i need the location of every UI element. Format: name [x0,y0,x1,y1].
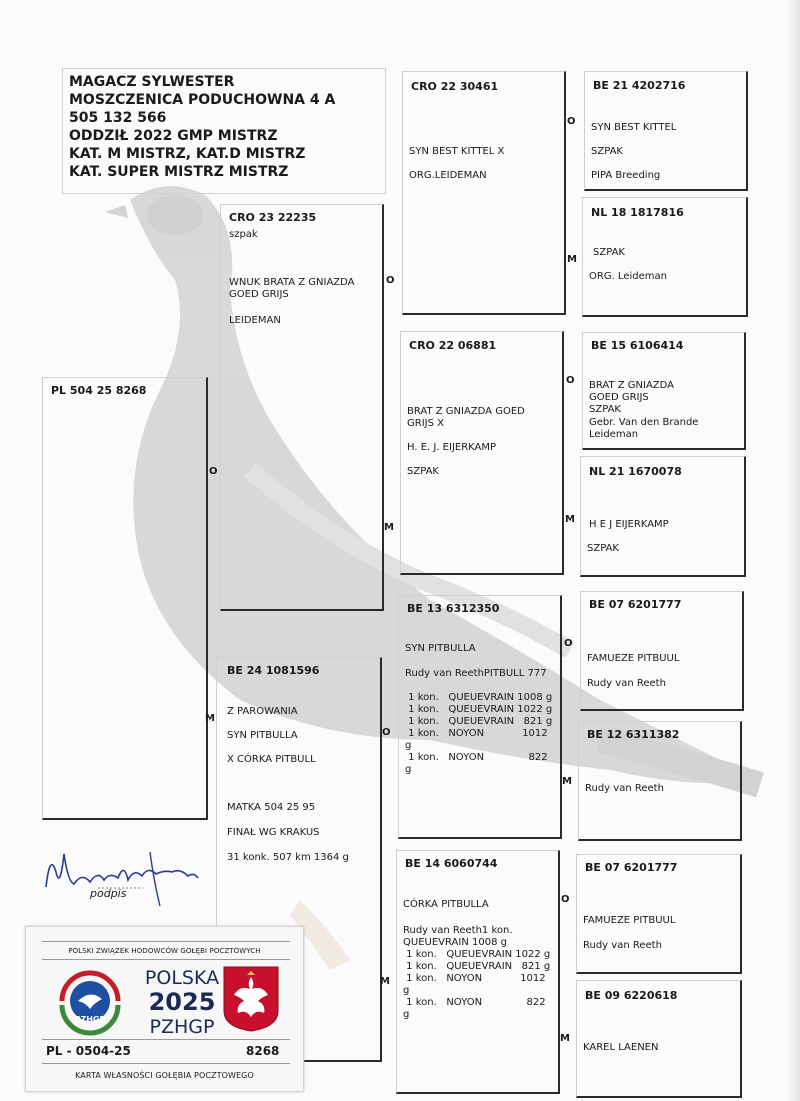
dd-results: Rudy van Reeth1 kon. QUEUEVRAIN 1008 g 1 kon. QUEUEVRAIN 1022 g 1 kon. QUEUEVRAIN 821 g 1 kon. NOYON 1012 g 1 kon. NOYON 822 g [403,925,551,1020]
ds-box [398,595,562,839]
owner-title-3: KAT. SUPER MISTRZ MISTRZ [69,164,289,180]
dam-result: 31 konk. 507 km 1364 g [227,852,349,863]
dam-final: FINAŁ WG KRAKUS [227,827,320,838]
ds-desc-1: SYN PITBULLA [405,643,476,654]
ss-box [402,71,566,315]
sd-desc-2: GRIJS X [407,418,444,429]
sds-breeder-2: Leideman [589,429,639,440]
card-org: PZHGP [149,1016,215,1038]
sds-desc-1: BRAT Z GNIAZDA [589,380,675,391]
sire-ring: CRO 23 22235 [229,211,317,224]
sd-desc-1: BRAT Z GNIAZDA GOED [407,406,525,417]
subject-ring: PL 504 25 8268 [51,384,147,397]
sss-ring: BE 21 4202716 [593,79,686,92]
card-country: POLSKA [144,967,220,989]
ddd-ring: BE 09 6220618 [585,989,678,1002]
polish-eagle-emblem-icon [222,965,280,1033]
label-dds-o: O [561,894,570,905]
dam-matka: MATKA 504 25 95 [227,802,316,813]
dam-desc-1: Z PAROWANIA [227,706,298,717]
pzhgp-logo-text: PZHGP [74,1015,106,1024]
owner-name: MAGACZ SYLWESTER [69,74,235,90]
dss-breeder: Rudy van Reeth [587,678,666,689]
ds-breeder: Rudy van ReethPITBULL 777 [405,668,547,679]
ds-results: 1 kon. QUEUEVRAIN 1008 g 1 kon. QUEUEVRAIN 1022 g 1 kon. QUEUEVRAIN 821 g 1 kon. NOYON 1012 g 1 kon. NOYON 822 g [405,692,553,775]
label-dss-o: O [564,638,573,649]
label-ssd-m: M [567,254,577,265]
sss-box [584,71,748,191]
sire-desc-1: WNUK BRATA Z GNIAZDA [229,277,355,288]
sire-color: szpak [229,229,258,240]
owner-signature [38,842,208,912]
sss-breeder: PIPA Breeding [591,170,661,181]
ds-ring: BE 13 6312350 [407,602,500,615]
sdd-color: SZPAK [587,543,619,554]
sd-color: SZPAK [407,466,439,477]
label-dam-m: M [205,713,215,724]
card-header-rule [42,959,290,960]
dd-desc-1: CÓRKA PITBULLA [403,899,489,910]
card-serial-number: 8268 [246,1044,280,1058]
ss-desc-2: ORG.LEIDEMAN [409,170,487,181]
sd-breeder: H. E. J. EIJERKAMP [407,442,497,453]
sd-ring: CRO 22 06881 [409,339,497,352]
sds-color: SZPAK [589,404,621,415]
dam-ring: BE 24 1081596 [227,664,320,677]
ss-ring: CRO 22 30461 [411,80,499,93]
sss-color: SZPAK [591,146,623,157]
sds-ring: BE 15 6106414 [591,339,684,352]
label-ddd-m: M [560,1033,570,1044]
sds-breeder-1: Gebr. Van den Brande [589,417,699,428]
card-footer: KARTA WŁASNOŚCI GOŁĘBIA POCZTOWEGO [75,1071,254,1080]
owner-address: MOSZCZENICA PODUCHOWNA 4 A [69,92,336,108]
subject-pigeon-box [42,377,208,820]
label-dsd-m: M [562,776,572,787]
dsd-breeder: Rudy van Reeth [585,783,664,794]
card-top-rule [42,941,290,942]
dd-box [396,850,560,1094]
owner-title-2: KAT. M MISTRZ, KAT.D MISTRZ [69,146,306,162]
dds-breeder: Rudy van Reeth [583,940,662,951]
dss-desc-1: FAMUEZE PITBUUL [587,653,680,664]
dam-desc-3: X CÓRKA PITBULL [227,754,316,765]
owner-title-1: ODDZIŁ 2022 GMP MISTRZ [69,128,278,144]
dsd-ring: BE 12 6311382 [587,728,680,741]
sdd-breeder: H E J EIJERKAMP [589,519,669,530]
label-ds-o: O [382,727,391,738]
sdd-ring: NL 21 1670078 [589,465,682,478]
label-ss-o: O [386,275,395,286]
dds-box [576,854,742,974]
label-sire-o: O [209,466,218,477]
ssd-breeder: ORG. Leideman [589,271,667,282]
ownership-card [25,926,304,1092]
label-sds-o: O [566,375,575,386]
ddd-box [576,980,742,1098]
sire-desc-2: GOED GRIJS [229,289,289,300]
ddd-breeder: KAREL LAENEN [583,1042,659,1053]
sds-box [582,332,746,450]
label-sd-m: M [384,522,394,533]
dam-desc-2: SYN PITBULLA [227,730,298,741]
dd-ring: BE 14 6060744 [405,857,498,870]
sire-breeder: LEIDEMAN [229,315,281,326]
label-sdd-m: M [565,514,575,525]
signature-label: podpis [90,887,127,900]
dss-box [580,591,744,711]
owner-phone: 505 132 566 [69,110,167,126]
dsd-box [578,721,742,841]
dss-ring: BE 07 6201777 [589,598,682,611]
ssd-box [582,197,748,317]
sdd-box [580,456,746,577]
owner-info-box [62,68,386,194]
card-bottom-rule [42,1063,290,1064]
card-year: 2025 [148,988,216,1016]
sds-desc-2: GOED GRIJS [589,392,649,403]
sd-box [400,331,564,575]
sss-desc-1: SYN BEST KITTEL [591,122,677,133]
card-ring-number: PL - 0504-25 [46,1044,131,1058]
dds-ring: BE 07 6201777 [585,861,678,874]
card-mid-rule [42,1039,290,1040]
sire-box [220,204,384,611]
ssd-color: SZPAK [593,247,625,258]
dds-desc-1: FAMUEZE PITBUUL [583,915,676,926]
card-header: POLSKI ZWIĄZEK HODOWCÓW GOŁĘBI POCZTOWYCH [68,947,261,955]
label-dd-m: M [380,976,390,987]
pzhgp-logo-icon [50,965,130,1037]
ss-desc-1: SYN BEST KITTEL X [409,146,505,157]
label-sss-o: O [567,116,576,127]
ssd-ring: NL 18 1817816 [591,206,684,219]
